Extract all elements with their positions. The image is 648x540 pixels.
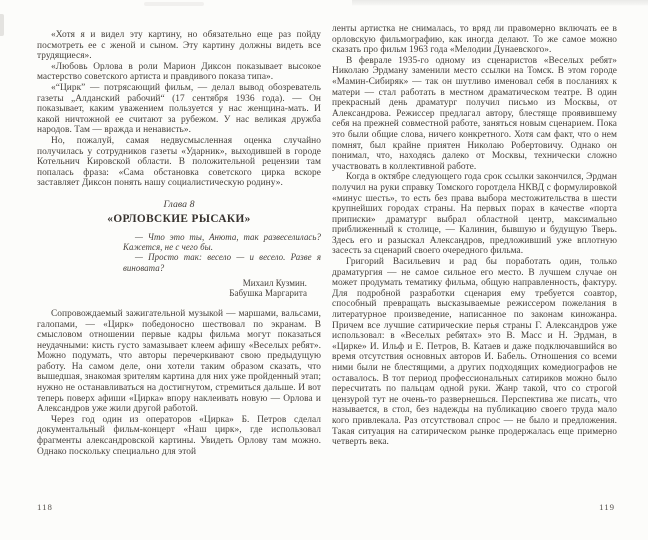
epigraph-line: — Что это ты, Анюта, так развеселилась? Кажется, не с чего бы. [123, 231, 321, 253]
body-paragraph: ленты артистка не снималась, то вряд ли правомерно включать ее в орловскую фильмографию, как иногда делают. То же самое можно сказать про фильм 1963 года «Мелодии Дунаевского». [332, 24, 617, 56]
quote-paragraph: «“Цирк” — потрясающий фильм, — делал вывод обозреватель газеты „Алданский рабочий“ (17 сентября 1936 года). — Он показывает, каким уважением пользуется у нас женщина-мать. И какой ничтожной ее считают за рубежом. У нас великая дружба народов. Там — вражда и ненависть». [37, 82, 321, 136]
page-number-right: 119 [599, 502, 615, 512]
body-paragraph: Григорий Васильевич и рад бы поработать один, только драматургия — не самое сильное его место. В лучшем случае он может продумать тематику фильма, общую направленность, фактуру. Для подробной разработки сценария ему требуется соавтор, способный превращать высказываемые режиссером пожелания в литературное произведение, написанное по законам киножанра. Причем все лучшие сатирические перья страны Г. Александров уже использовал: в «Веселых ребятах» это В. Масс и Н. Эрдман, в «Цирке» И. Ильф и Е. Петров, В. Катаев и даже подключавшийся во время отсутствия основных авторов И. Бабель. Отношения со всеми ними были не блестящими, а других подходящих комедиографов не оставалось. В тот период профессиональных сатириков можно было пересчитать по пальцам одной руки. Жанр такой, что со строгой цензурой тут не очень-то развернешься. Перспектива же писать, что называется, в стол, без надежды на публикацию своего труда мало кого привлекала. Раз отсутствовал спрос — не было и предложения. Такая ситуация на сатирическом рынке продержалась еще примерно четверть века. [332, 257, 617, 448]
body-paragraph: Через год один из операторов «Цирка» Б. Петров сделал документальный фильм-концерт «Наш цирк», где использовал фрагменты александровской картины. Увидеть Орлову там можно. Однако поскольку специально для этой [37, 414, 321, 457]
body-paragraph: Сопровождаемый зажигательной музыкой — маршами, вальсами, галопами, — «Цирк» победоносно шествовал по экранам. В смысловом отношении первые кадры фильма могут показаться неудачными: кисть густо замазывает клеем афишу «Веселых ребят». Можно подумать, что авторы перечеркивают свою предыдущую работу. На самом деле, они хотели таким образом сказать, что вышедшая, знакомая зрителям картина для них уже пройденный этап; нужно не останавливаться на достигнутом, стремиться дальше. И вот теперь поверх афиши «Цирка» впору наклеивать новую — Орлова и Александров уже жили другой работой. [37, 308, 321, 415]
page-number-left: 118 [37, 502, 53, 512]
epigraph-attribution [123, 278, 307, 299]
page-right [332, 24, 617, 448]
scan-artifact-left-edge [0, 14, 4, 36]
chapter-heading [37, 199, 321, 226]
quote-paragraph: «Хотя я и видел эту картину, но обязательно еще раз пойду посмотреть ее с женой и сыном. Эту картину должны видеть все трудящиеся». [37, 30, 321, 62]
quote-paragraph: «Любовь Орлова в роли Марион Диксон показывает высокое мастерство советского артиста и правдивого показа типа». [37, 61, 321, 83]
page-left [37, 30, 321, 457]
body-paragraph: Когда в октябре следующего года срок ссылки закончился, Эрдман получил на руки справку Томского горотдела НКВД с формулировкой «минус шесть», то есть без права выбора местожительства в шести крупнейших городах страны. На первых порах в качестве «порта приписки» драматург выбрал областной центр, максимально приближенный к столице, — Калинин, бывшую и будущую Тверь. Здесь его и разыскал Александров, предложивший уже вплотную засесть за сценарий своего очередного фильма. [332, 172, 617, 257]
chapter-title: «ОРЛОВСКИЕ РЫСАКИ» [107, 212, 251, 225]
chapter-number: Глава 8 [163, 198, 195, 210]
epigraph [123, 232, 321, 299]
body-paragraph: В феврале 1935-го одному из сценаристов «Веселых ребят» Николаю Эрдману заменили место ссылки на Томск. В этом городе «Мамин-Сибиряк» — так он шутливо именовал себя в посланиях к матери — стал работать в местном драматическом театре. В один прекрасный день драматург получил письмо из Москвы, от Александрова. Режиссер предлагал автору, блестяще проявившему себя на прежней совместной работе, заняться новым сценарием. Пока это были общие слова, ничего конкретного. Хотя сам факт, что о нем помнят, был крайне приятен Николаю Робертовичу. Однако он понимал, что, находясь далеко от Москвы, технически сложно участвовать в коллективной работе. [332, 55, 617, 172]
epigraph-line: — Просто так: весело — и весело. Разве я виновата? [123, 252, 321, 273]
scan-artifact-top-smudge [144, 2, 204, 6]
epigraph-source: Бабушка Маргарита [229, 288, 307, 299]
epigraph-author: Михаил Кузмин. [242, 277, 307, 288]
scan-artifact-top-band [352, 0, 648, 6]
quote-paragraph: Но, пожалуй, самая недвусмысленная оценка случайно получилась у сотрудников газеты «Ударник», выходившей в городе Котельнич Кировской области. В положительной рецензии там попалась фраза: «Сама обстановка советского цирка вскоре заставляет Диксон понять нашу социалистическую родину». [37, 135, 321, 189]
